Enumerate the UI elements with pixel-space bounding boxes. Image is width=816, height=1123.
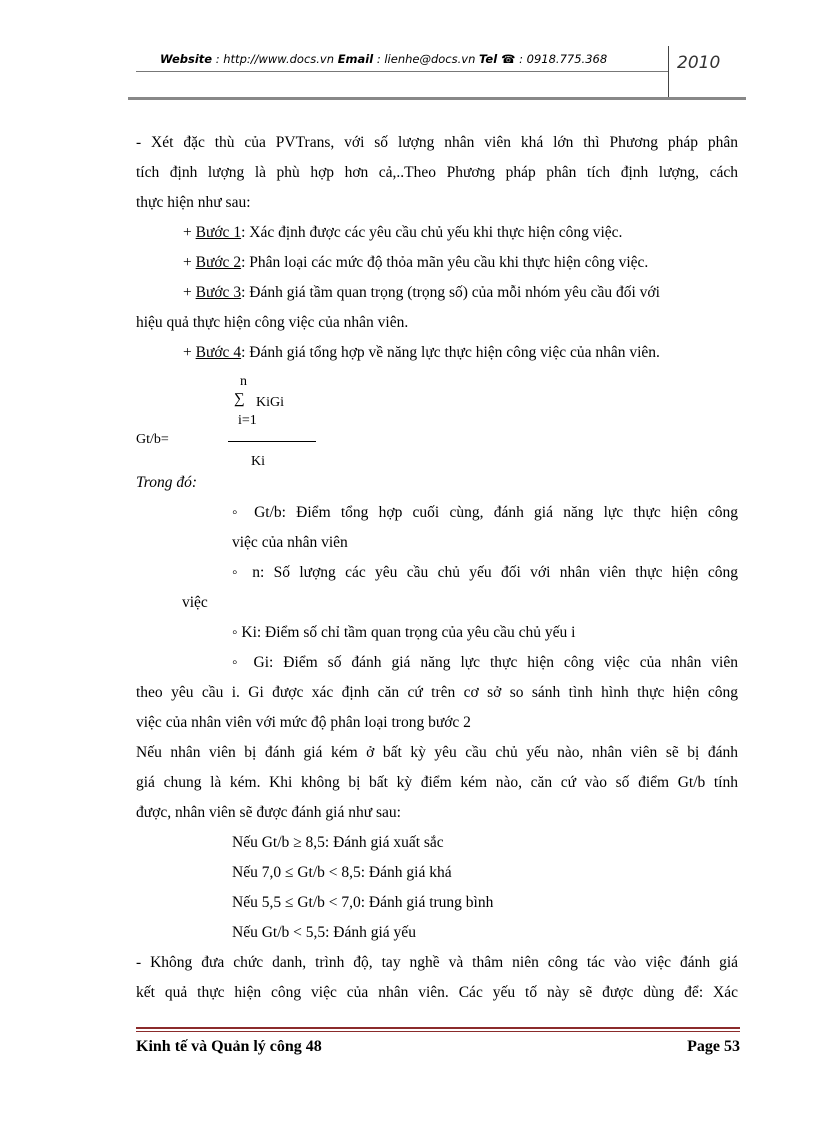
legend-n-cont: việc (182, 594, 208, 611)
formula-lhs: Gt/b= (136, 432, 169, 447)
step-4-text: : Đánh giá tổng hợp về năng lực thực hiện công việc của nhân viên. (241, 344, 660, 361)
legend-gtb-cont: việc của nhân viên (232, 534, 348, 551)
legend-gtb-text: Gt/b: Điểm tổng hợp cuối cùng, đánh giá năng lực thực hiện công (254, 504, 739, 521)
plus-marker: + (183, 284, 192, 301)
step-2-label: Bước 2 (195, 254, 242, 271)
legend-n-text: n: Số lượng các yêu cầu chủ yếu đối với nhân viên thực hiện công (252, 564, 738, 581)
plus-marker: + (183, 344, 192, 361)
footer-rule (136, 1027, 740, 1029)
step-1 (183, 223, 738, 243)
legend-title: Trong đó: (136, 474, 198, 491)
tel-value: : 0918.775.368 (519, 52, 608, 66)
body-line: - Xét đặc thù của PVTrans, với số lượng nhân viên khá lớn thì Phương pháp phân (136, 134, 738, 151)
formula-sigma: ∑ (234, 391, 245, 407)
step-3-continuation: hiệu quả thực hiện công việc của nhân viên. (136, 314, 409, 331)
legend-gi-cont: việc của nhân viên với mức độ phân loại trong bước 2 (136, 714, 471, 731)
step-3-label: Bước 3 (195, 284, 242, 301)
header-divider (136, 71, 668, 72)
legend-ki (232, 623, 738, 643)
closing-line: - Không đưa chức danh, trình độ, tay nghề và thâm niên công tác vào việc đánh giá (136, 954, 738, 971)
step-2-text: : Phân loại các mức độ thỏa mãn yêu cầu khi thực hiện công việc. (241, 254, 649, 271)
page-number: Page 53 (687, 1038, 740, 1055)
page-header (160, 52, 607, 66)
body-line: tích định lượng là phù hợp hơn cả,..Theo Phương pháp phân tích định lượng, cách (136, 164, 738, 181)
rating-average: Nếu 5,5 ≤ Gt/b < 7,0: Đánh giá trung bình (232, 894, 494, 911)
header-year: 2010 (677, 53, 721, 73)
formula-numerator: KiGi (256, 395, 284, 410)
email-value: : lienhe@docs.vn (376, 52, 476, 66)
legend-gi-text: Gi: Điểm số đánh giá năng lực thực hiện công việc của nhân viên (253, 654, 738, 671)
rating-line: Nếu nhân viên bị đánh giá kém ở bất kỳ yêu cầu chủ yếu nào, nhân viên sẽ bị đánh (136, 744, 738, 761)
footer-rule-thin (136, 1031, 740, 1032)
legend-n (232, 563, 738, 583)
step-1-label: Bước 1 (195, 224, 242, 241)
rating-line: giá chung là kém. Khi không bị bất kỳ điểm kém nào, căn cứ vào số điểm Gt/b tính (136, 774, 738, 791)
website-label: Website (160, 52, 213, 66)
step-3-text: : Đánh giá tầm quan trọng (trọng số) của mỗi nhóm yêu cầu đối với (241, 284, 660, 301)
header-thick-rule (128, 97, 746, 100)
step-3 (183, 283, 738, 303)
header-vertical-divider (668, 46, 669, 98)
formula-fraction-bar (228, 441, 316, 442)
formula-upper-limit: n (240, 374, 247, 389)
tel-label: Tel ☎ (479, 52, 516, 66)
website-value: : http://www.docs.vn (215, 52, 335, 66)
rating-good: Nếu 7,0 ≤ Gt/b < 8,5: Đánh giá khá (232, 864, 452, 881)
formula-lower-limit: i=1 (238, 413, 257, 428)
step-4 (183, 343, 738, 363)
body-line: thực hiện như sau: (136, 194, 251, 211)
rating-excellent: Nếu Gt/b ≥ 8,5: Đánh giá xuất sắc (232, 834, 444, 851)
legend-gtb (232, 503, 738, 523)
footer-title: Kinh tế và Quản lý công 48 (136, 1038, 322, 1055)
rating-line: được, nhân viên sẽ được đánh giá như sau: (136, 804, 401, 821)
legend-ki-text: Ki: Điểm số chỉ tầm quan trọng của yêu cầu chủ yếu i (241, 624, 576, 641)
step-1-text: : Xác định được các yêu cầu chủ yếu khi thực hiện công việc. (241, 224, 623, 241)
legend-gi-cont: theo yêu cầu i. Gi được xác định căn cứ trên cơ sở so sánh tình hình thực hiện công (136, 684, 738, 701)
plus-marker: + (183, 254, 192, 271)
email-label: Email (337, 52, 374, 66)
bullet-icon: ◦ (232, 564, 243, 581)
bullet-icon: ◦ (232, 624, 238, 641)
bullet-icon: ◦ (232, 654, 244, 671)
legend-gi (232, 653, 738, 673)
formula-denominator: Ki (251, 454, 265, 469)
rating-weak: Nếu Gt/b < 5,5: Đánh giá yếu (232, 924, 416, 941)
step-4-label: Bước 4 (195, 344, 242, 361)
closing-line: kết quả thực hiện công việc của nhân viên. Các yếu tố này sẽ được dùng để: Xác (136, 984, 738, 1001)
step-2 (183, 253, 738, 273)
bullet-icon: ◦ (232, 504, 244, 521)
plus-marker: + (183, 224, 192, 241)
